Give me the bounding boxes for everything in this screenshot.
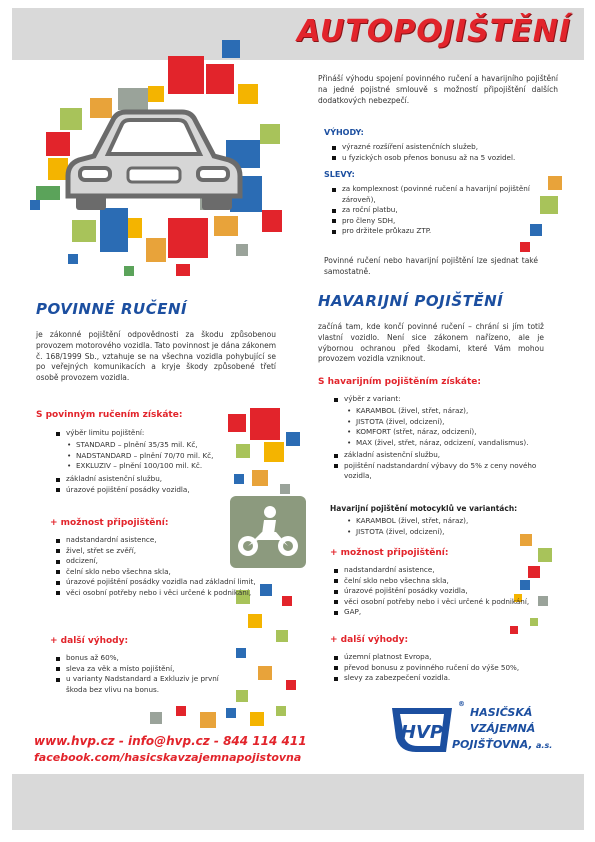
list-item: • KOMFORT (střet, náraz, odcizení), xyxy=(346,427,560,438)
list-item: • NADSTANDARD – plnění 70/70 mil. Kč, xyxy=(66,451,236,462)
list-item: výběr limitu pojištění: xyxy=(54,428,224,439)
havarijni-ziskate-heading: S havarijním pojištěním získáte: xyxy=(318,377,481,387)
povinne-limity-list xyxy=(66,440,236,472)
list-item: pro držitele průkazu ZTP. xyxy=(330,226,530,237)
list-item: věci osobní potřeby nebo i věci určené k podnikání, xyxy=(54,588,276,599)
list-item: úrazové pojištění posádky vozidla nad základní limit, xyxy=(54,577,276,588)
slevy-list xyxy=(330,184,530,237)
contact-line-web[interactable]: www.hvp.cz - info@hvp.cz - 844 114 411 xyxy=(34,734,307,748)
povinne-title: POVINNÉ RUČENÍ xyxy=(36,300,188,318)
povinne-moznost-heading: + možnost připojištění: xyxy=(50,518,169,528)
vyhody-heading: VÝHODY: xyxy=(324,128,364,137)
list-item: úrazové pojištění posádky vozidla, xyxy=(54,485,234,496)
note-text: Povinné ručení nebo havarijní pojištění lze sjednat také samostatně. xyxy=(324,256,538,276)
list-item: převod bonusu z povinného ručení do výše 50%, xyxy=(332,663,562,674)
havarijni-dalsi-list xyxy=(332,652,562,684)
contact-line-facebook[interactable]: facebook.com/hasicskavzajemnapojistovna xyxy=(34,751,302,764)
list-item: • KARAMBOL (živel, střet, náraz), xyxy=(346,406,560,417)
list-item: základní asistenční službu, xyxy=(54,474,234,485)
vyhody-list xyxy=(330,142,560,163)
list-item: výrazné rozšíření asistenčních služeb, xyxy=(330,142,560,153)
list-item: živel, střet se zvěří, xyxy=(54,546,276,557)
list-item: čelní sklo nebo všechna skla, xyxy=(332,576,562,587)
havarijni-moto-list xyxy=(346,516,546,537)
logo-line3: POJIŠŤOVNA, xyxy=(452,738,533,751)
list-item: za roční platbu, xyxy=(330,205,530,216)
povinne-items-list xyxy=(54,474,234,495)
havarijni-varianty-list xyxy=(346,406,560,448)
list-item: • EXKLUZIV – plnění 100/100 mil. Kč. xyxy=(66,461,236,472)
havarijni-items-list xyxy=(332,450,546,482)
havarijni-dalsi-heading: + další výhody: xyxy=(330,635,409,645)
list-item: věci osobní potřeby nebo i věci určené k podnikání, xyxy=(332,597,562,608)
intro-text: Přináší výhodu spojení povinného ručení a havarijního pojištění na jedné pojistné smlouvě s možností připojištění dalších dodatkových nebezpečí. xyxy=(318,74,558,105)
page-title: AUTOPOJIŠTĚNÍ xyxy=(297,14,571,49)
havarijni-title: HAVARIJNÍ POJIŠTĚNÍ xyxy=(318,292,504,310)
logo-line1: HASIČSKÁ xyxy=(470,706,533,719)
povinne-ziskate-heading: S povinným ručením získáte: xyxy=(36,410,183,420)
list-item: nadstandardní asistence, xyxy=(332,565,562,576)
havarijni-text: začíná tam, kde končí povinné ručení – chrání si jím totiž vlastní vozidlo. Není sice zákonem nařízeno, ale je výbornou ochranou před škodami, které Vám mohou provozem vozidla vzniknout. xyxy=(318,322,544,364)
list-item: slevy za zabezpečení vozidla. xyxy=(332,673,562,684)
logo-line2: VZÁJEMNÁ xyxy=(470,722,536,735)
list-item: pojištění nadstandardní výbavy do 5% z ceny nového vozidla, xyxy=(332,461,546,482)
logo-suffix: a.s. xyxy=(536,741,553,750)
list-item: • JISTOTA (živel, odcizení), xyxy=(346,417,560,428)
list-item: u varianty Nadstandard a Exkluziv je první škoda bez vlivu na bonus. xyxy=(54,674,230,695)
list-item: pro členy SDH, xyxy=(330,216,530,227)
povinne-text: je zákonné pojištění odpovědnosti za škodu způsobenou provozem motorového vozidla. Tato povinnost je dána zákonem č. 168/1999 Sb., vztahuje se na všechna vozidla pohybující se po veřejných komunikacích a kryje škody způsobené třetí osobě provozem vozidla. xyxy=(36,330,276,383)
list-item: • MAX (živel, střet, náraz, odcizení, vandalismus). xyxy=(346,438,560,449)
havarijni-moznost-list xyxy=(332,565,562,618)
povinne-dalsi-heading: + další výhody: xyxy=(50,636,129,646)
car-illustration xyxy=(64,104,244,214)
list-item: sleva za věk a místo pojištění, xyxy=(54,664,230,675)
slevy-heading: SLEVY: xyxy=(324,170,355,179)
list-item: odcizení, xyxy=(54,556,276,567)
havarijni-moto-heading: Havarijní pojištění motocyklů ve variantách: xyxy=(330,504,518,513)
list-item: čelní sklo nebo všechna skla, xyxy=(54,567,276,578)
list-item: za komplexnost (povinné ručení a havarijní pojištění zároveň), xyxy=(330,184,530,205)
footer-band xyxy=(12,774,584,830)
list-item: bonus až 60%, xyxy=(54,653,230,664)
povinne-dalsi-list xyxy=(54,653,230,695)
list-item: úrazové pojištění posádky vozidla, xyxy=(332,586,562,597)
list-item: • STANDARD – plnění 35/35 mil. Kč, xyxy=(66,440,236,451)
list-item: GAP, xyxy=(332,607,562,618)
list-item: územní platnost Evropa, xyxy=(332,652,562,663)
povinne-moznost-list xyxy=(54,535,276,599)
havarijni-vyber xyxy=(332,394,532,405)
logo-mark-icon xyxy=(386,704,458,756)
list-item: u fyzických osob přenos bonusu až na 5 vozidel. xyxy=(330,153,560,164)
logo-mark-text: HVP xyxy=(400,722,444,743)
logo-registered: ® xyxy=(458,700,465,708)
list-item: nadstandardní asistence, xyxy=(54,535,276,546)
list-item: • JISTOTA (živel, odcizení), xyxy=(346,527,546,538)
havarijni-moznost-heading: + možnost připojištění: xyxy=(330,548,449,558)
list-item: základní asistenční službu, xyxy=(332,450,546,461)
list-item: výběr z variant: xyxy=(332,394,532,405)
povinne-vyber xyxy=(54,428,224,439)
list-item: • KARAMBOL (živel, střet, náraz), xyxy=(346,516,546,527)
